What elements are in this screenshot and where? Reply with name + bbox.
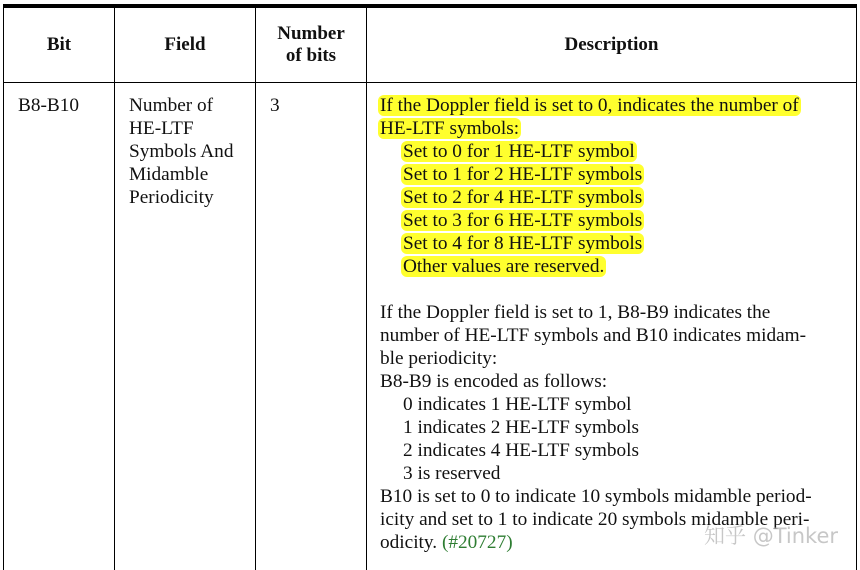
header-bit	[4, 8, 114, 82]
header-number-of-bits-line: Number	[277, 23, 345, 44]
cell-bit	[18, 82, 114, 117]
column-divider	[114, 8, 115, 570]
highlighted-text: If the Doppler field is set to 0, indicates the number of	[380, 95, 799, 116]
field-name-line: Midamble	[129, 164, 209, 185]
header-field-label: Field	[164, 34, 206, 55]
paragraph-gap	[380, 278, 854, 301]
number-of-bits-value: 3	[270, 95, 280, 116]
description-option-line: 1 indicates 2 HE-LTF symbols	[403, 417, 640, 438]
description-line: B8-B9 is encoded as follows:	[380, 371, 608, 392]
description-line	[380, 117, 854, 140]
description-line: If the Doppler field is set to 1, B8-B9 indicates the	[380, 302, 771, 323]
bit-value: B8-B10	[18, 95, 80, 116]
header-number-of-bits-line: of bits	[285, 45, 337, 66]
highlighted-text: Set to 4 for 8 HE-LTF symbols	[403, 233, 643, 254]
description-line: B10 is set to 0 to indicate 10 symbols midamble period-	[380, 486, 812, 507]
cell-field	[129, 82, 253, 209]
description-text: odicity.	[380, 532, 438, 553]
header-bit-label: Bit	[46, 34, 72, 55]
description-option-line	[380, 140, 854, 163]
header-description-label: Description	[564, 34, 659, 55]
description-option-line	[380, 186, 854, 209]
highlighted-text: HE-LTF symbols:	[380, 118, 520, 139]
description-option-line	[380, 232, 854, 255]
cell-description	[380, 82, 854, 554]
description-option-line	[380, 255, 854, 278]
field-name-line: Number of	[129, 95, 214, 116]
highlighted-text: Set to 1 for 2 HE-LTF symbols	[403, 164, 643, 185]
description-option-line: 3 is reserved	[403, 463, 501, 484]
header-description	[367, 8, 856, 82]
field-name-line: Symbols And	[129, 141, 234, 162]
header-field	[115, 8, 255, 82]
column-divider	[366, 8, 367, 570]
highlighted-text: Set to 0 for 1 HE-LTF symbol	[403, 141, 635, 162]
description-option-line	[380, 163, 854, 186]
highlighted-text: Set to 2 for 4 HE-LTF symbols	[403, 187, 643, 208]
highlighted-text: Set to 3 for 6 HE-LTF symbols	[403, 210, 643, 231]
description-line	[380, 94, 854, 117]
description-option-line: 2 indicates 4 HE-LTF symbols	[403, 440, 640, 461]
highlighted-text: Other values are reserved.	[403, 256, 605, 277]
description-option-line	[380, 209, 854, 232]
description-line: ble periodicity:	[380, 348, 498, 369]
header-number-of-bits	[256, 8, 366, 82]
watermark: 知乎 @Tinker	[704, 524, 838, 548]
reference-link[interactable]: (#20727)	[441, 532, 513, 553]
description-line: number of HE-LTF symbols and B10 indicates midam-	[380, 325, 807, 346]
field-name-line: HE-LTF	[129, 118, 194, 139]
field-name-line: Periodicity	[129, 187, 214, 208]
description-line: icity and set to 1 to indicate 20 symbols midamble peri-	[380, 509, 810, 530]
spec-table	[3, 4, 857, 570]
column-divider	[255, 8, 256, 570]
cell-number-of-bits	[270, 82, 364, 117]
description-option-line: 0 indicates 1 HE-LTF symbol	[403, 394, 632, 415]
